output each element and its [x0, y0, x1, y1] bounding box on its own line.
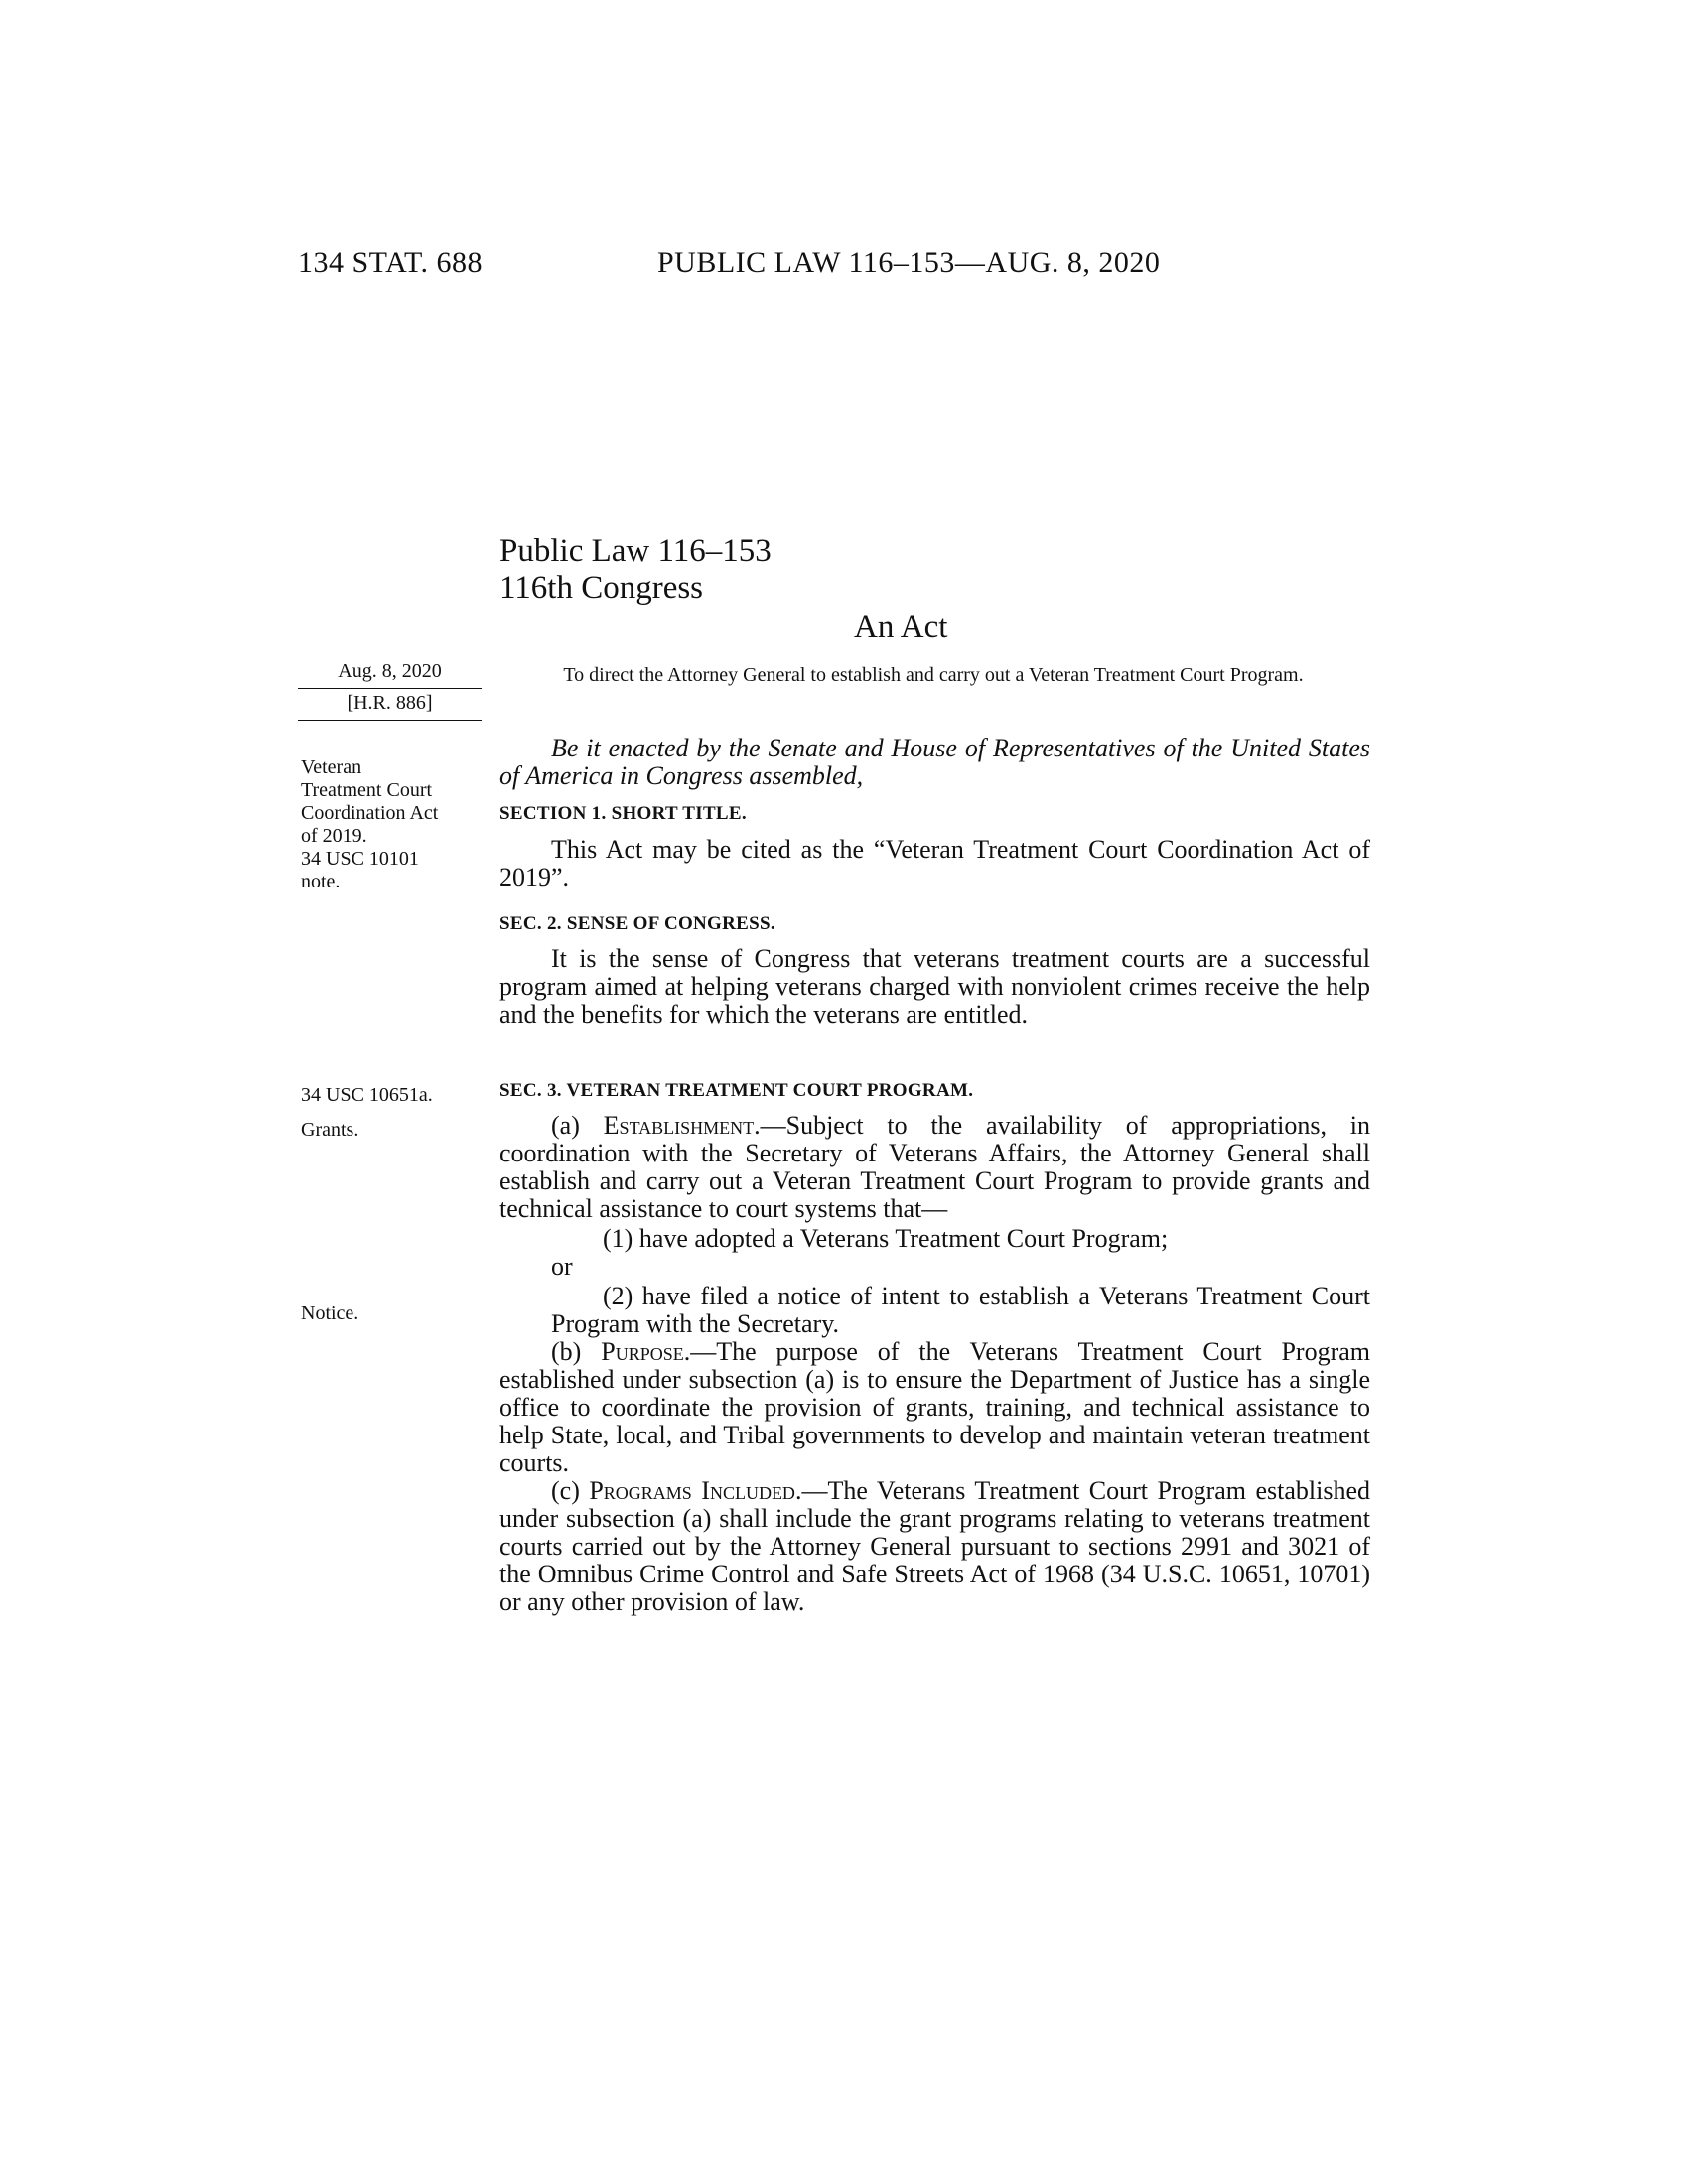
margin-note-line: 34 USC 10101	[301, 848, 419, 870]
date-rule	[298, 688, 482, 689]
subsection-a-caption: Establishment	[603, 1111, 755, 1140]
paragraph-a2: (2) have filed a notice of intent to establish a Veterans Treatment Court Program with the Secretary.	[551, 1282, 1370, 1338]
section-1-text: This Act may be cited as the “Veteran Treatment Court Coordination Act of 2019”.	[499, 835, 1370, 891]
subsection-b-caption: Purpose	[601, 1337, 684, 1366]
section-2-body	[499, 945, 1370, 1028]
bill-rule	[298, 720, 482, 721]
paragraph-a1: (1) have adopted a Veterans Treatment Court Program;	[603, 1224, 1169, 1253]
subsection-c-label: (c)	[551, 1476, 590, 1505]
section-1-body	[499, 836, 1370, 891]
margin-note-short-title	[301, 756, 490, 893]
paragraph-a1-continuation: or	[551, 1252, 573, 1281]
bill-number: [H.R. 886]	[347, 692, 433, 714]
margin-note-notice: Notice.	[301, 1302, 359, 1324]
page-stat-number: 134 STAT. 688	[298, 246, 484, 279]
public-law-number: Public Law 116–153	[499, 533, 772, 569]
section-3-body	[499, 1112, 1370, 1616]
enacting-text: Be it enacted by the Senate and House of Representatives of the United States of America in Congress assembled,	[499, 734, 1370, 790]
margin-note-line: of 2019.	[301, 825, 367, 847]
enacting-clause	[499, 735, 1370, 790]
act-purpose: To direct the Attorney General to establish and carry out a Veteran Treatment Court Program.	[563, 664, 1304, 686]
section-2	[499, 910, 1370, 938]
margin-note-line: Treatment Court	[301, 779, 433, 801]
section-1-heading: SECTION 1. SHORT TITLE.	[499, 803, 747, 824]
margin-note-usc: 34 USC 10651a.	[301, 1084, 433, 1106]
running-header: PUBLIC LAW 116–153—AUG. 8, 2020	[657, 246, 1161, 279]
subsection-a-label: (a)	[551, 1111, 604, 1140]
section-3-heading: SEC. 3. VETERAN TREATMENT COURT PROGRAM.	[499, 1080, 974, 1101]
subsection-a-text: .—Subject to the availability of appropriations, in coordination with the Secretary of Veterans Affairs, the Attorney General shall establish and carry out a Veteran Treatment Court Program to provide grants and technical assistance to court systems that—	[499, 1111, 1370, 1223]
subsection-b-text: .—The purpose of the Veterans Treatment Court Program established under subsection (a) is to ensure the Department of Justice has a single office to coordinate the provision of grants, training, and technical assistance to help State, local, and Tribal governments to develop and maintain veteran treatment courts.	[499, 1337, 1370, 1477]
section-2-heading: SEC. 2. SENSE OF CONGRESS.	[499, 913, 775, 934]
margin-note-line: Veteran	[301, 756, 362, 778]
subsection-c-caption: Programs Included	[589, 1476, 795, 1505]
an-act-heading: An Act	[854, 610, 948, 645]
subsection-c	[499, 1477, 1370, 1616]
section-2-text: It is the sense of Congress that veterans treatment courts are a successful program aimed at helping veterans charged with nonviolent crimes receive the help and the benefits for which the veterans are entitled.	[499, 944, 1370, 1028]
section-3	[499, 1077, 1370, 1105]
section-1	[499, 800, 1370, 828]
margin-note-line: note.	[301, 871, 341, 892]
enactment-date: Aug. 8, 2020	[338, 660, 442, 682]
subsection-a	[499, 1112, 1370, 1223]
subsection-b	[499, 1338, 1370, 1477]
subsection-c-text: .—The Veterans Treatment Court Program established under subsection (a) shall include the grant programs relating to veterans treatment courts carried out by the Attorney General pursuant to sections 2991 and 3021 of the Omnibus Crime Control and Safe Streets Act of 1968 (34 U.S.C. 10651, 10701) or any other provision of law.	[499, 1476, 1370, 1616]
congress-number: 116th Congress	[499, 570, 704, 606]
margin-note-grants: Grants.	[301, 1119, 359, 1141]
margin-note-line: Coordination Act	[301, 802, 439, 824]
subsection-b-label: (b)	[551, 1337, 602, 1366]
